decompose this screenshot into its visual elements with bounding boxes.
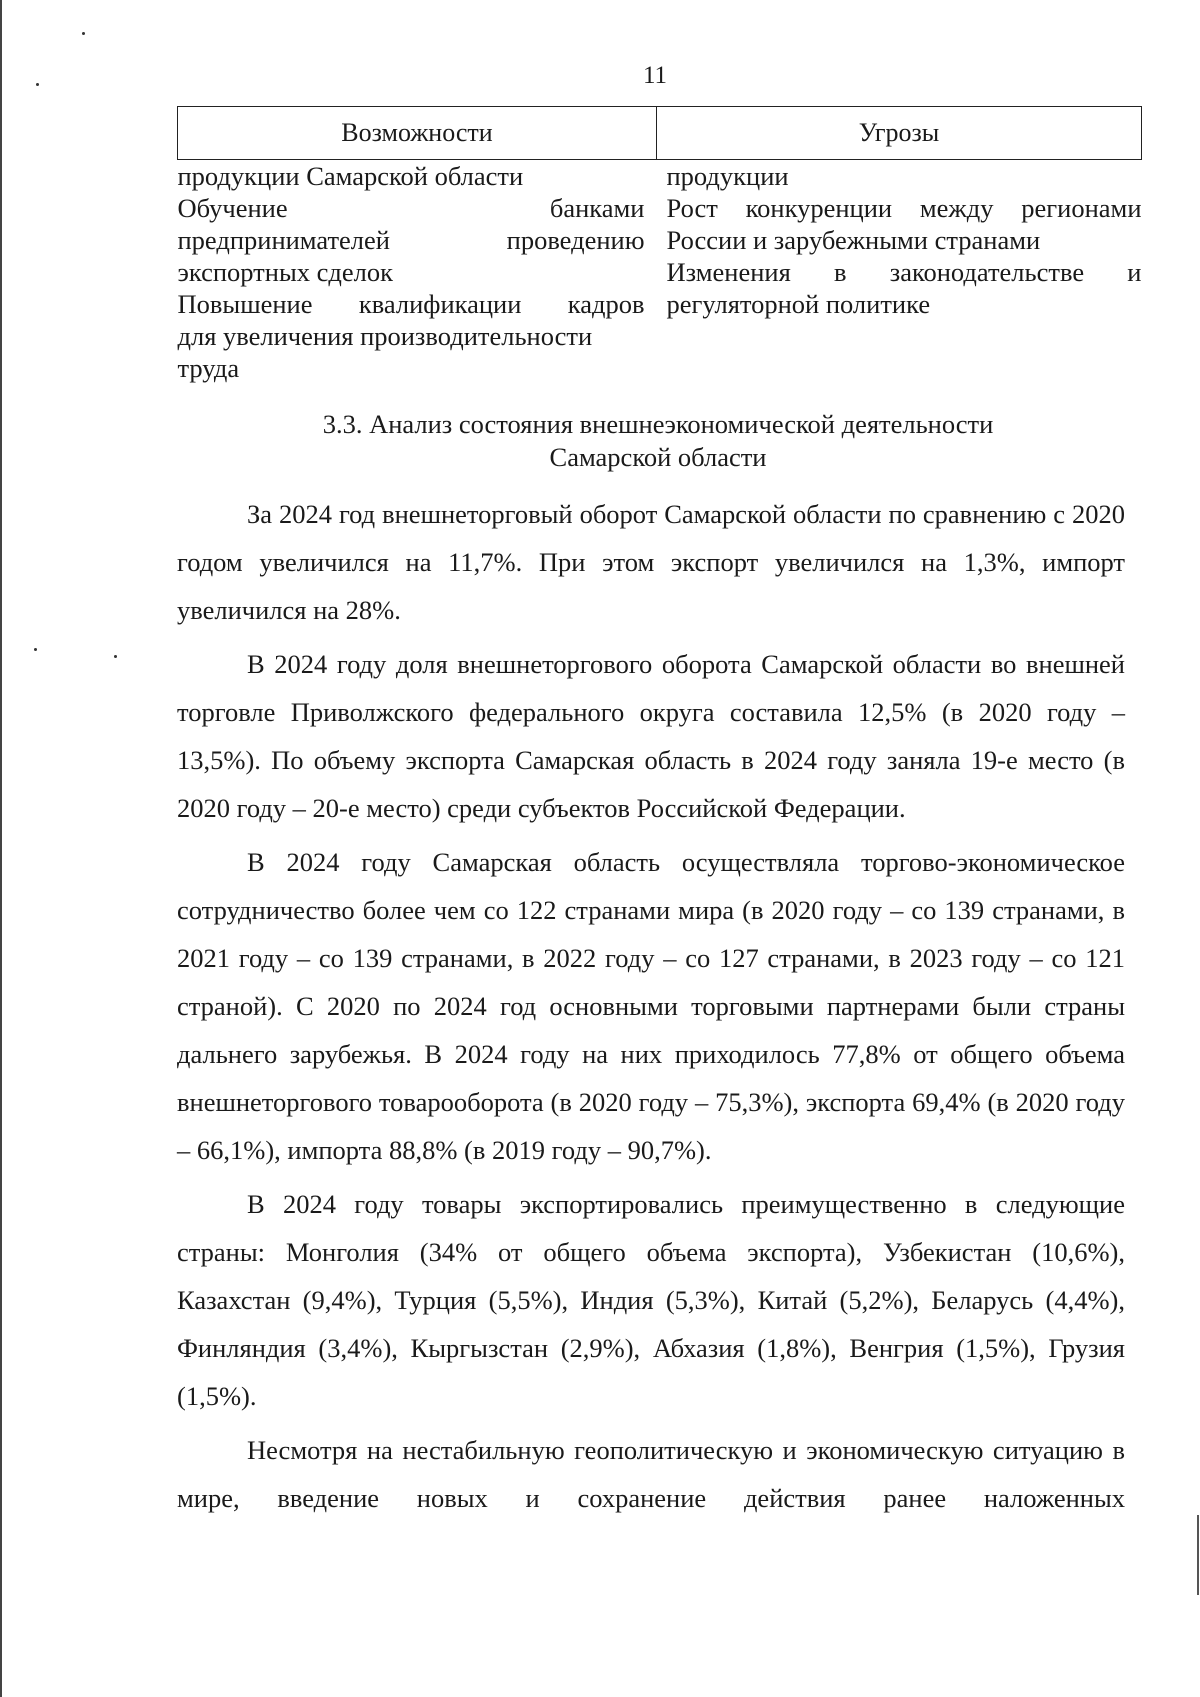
threat-line: регуляторной политике	[666, 289, 931, 319]
table-header-opportunities: Возможности	[178, 107, 657, 160]
opportunity-line: предпринимателей проведению	[177, 225, 645, 255]
scan-speck	[82, 32, 85, 35]
paragraph: В 2024 году товары экспортировались преимущественно в следующие страны: Монголия (34% от общего объема экспорта), Узбекистан (10,6%), Казахстан (9,4%), Турция (5,5%), Индия (5,3%), Китай (5,2%), Беларусь (4,4%), Финляндия (3,4%), Кыргызстан (2,9%), Абхазия (1,8%), Венгрия (1,5%), Грузия (1,5%).	[177, 1189, 1125, 1411]
section-heading-line: Самарской области	[549, 442, 767, 472]
threat-line: продукции	[666, 161, 789, 191]
opportunity-line: Повышение квалификации кадров	[177, 289, 645, 319]
opportunity-line: труда	[177, 353, 240, 383]
threat-line: Рост конкуренции между регионами	[666, 193, 1142, 223]
opportunity-line: для увеличения производительности	[177, 321, 593, 351]
section-heading-line: 3.3. Анализ состояния внешнеэкономической деятельности	[322, 409, 994, 439]
paragraph: Несмотря на нестабильную геополитическую и экономическую ситуацию в мире, введение новых и сохранение действия ранее наложенных	[177, 1435, 1125, 1513]
table-row	[178, 160, 1142, 385]
threat-line: Изменения в законодательстве и	[666, 257, 1142, 287]
threat-line: России и зарубежными странами	[666, 225, 1041, 255]
paragraph: В 2024 году Самарская область осуществляла торгово-экономическое сотрудничество более чем со 122 странами мира (в 2020 году – со 139 странами, в 2021 году – со 139 странами, в 2022 году – со 127 странами, в 2023 году – со 121 страной). С 2020 по 2024 год основными торговыми партнерами были страны дальнего зарубежья. В 2024 году на них приходилось 77,8% от общего объема внешнеторгового товарооборота (в 2020 году – 75,3%), экспорта 69,4% (в 2020 году – 66,1%), импорта 88,8% (в 2019 году – 90,7%).	[177, 847, 1125, 1165]
scan-speck	[34, 648, 37, 651]
body-text	[177, 490, 1125, 1522]
opportunity-line: Обучение банками	[177, 193, 645, 223]
table-header-threats: Угрозы	[657, 107, 1142, 160]
scan-margin-line	[0, 0, 2, 1697]
paragraph: За 2024 год внешнеторговый оборот Самарской области по сравнению с 2020 годом увеличился на 11,7%. При этом экспорт увеличился на 1,3%, импорт увеличился на 28%.	[177, 499, 1125, 625]
section-heading	[177, 408, 1139, 474]
opportunities-cell	[178, 160, 657, 385]
page-number: 11	[642, 62, 668, 89]
paragraph: В 2024 году доля внешнеторгового оборота Самарской области во внешней торговле Приволжского федерального округа составила 12,5% (в 2020 году – 13,5%). По объему экспорта Самарская область в 2024 году заняла 19-е место (в 2020 году – 20-е место) среди субъектов Российской Федерации.	[177, 649, 1125, 823]
threats-cell	[657, 160, 1142, 385]
opportunity-line: продукции Самарской области	[177, 161, 524, 191]
swot-table	[177, 106, 1142, 384]
scan-speck	[114, 655, 117, 658]
opportunity-line: экспортных сделок	[177, 257, 393, 287]
scan-edge-mark	[1197, 1515, 1199, 1595]
